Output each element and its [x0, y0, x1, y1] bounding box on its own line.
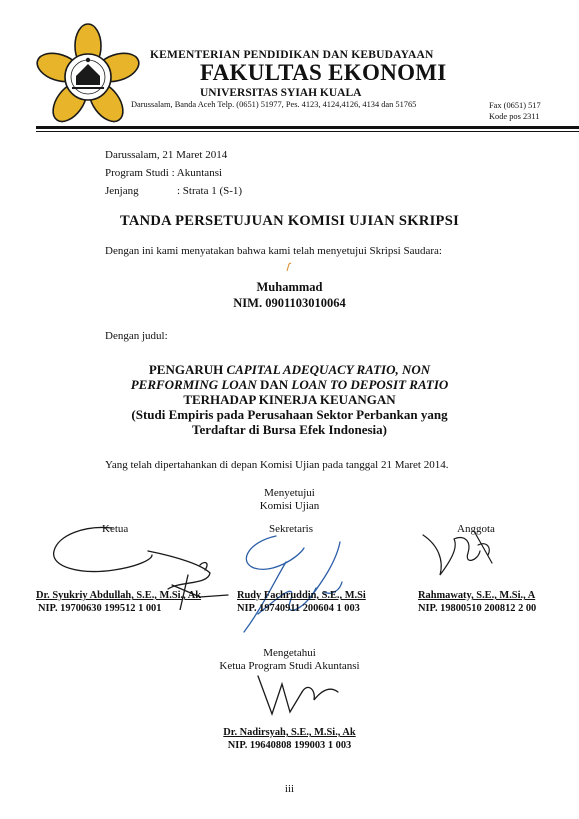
signature-kaprodi	[250, 672, 340, 720]
thesis-line2-italic-b: LOAN TO DEPOSIT RATIO	[291, 377, 449, 392]
signature-sekretaris	[228, 522, 358, 642]
role-ketua: Ketua	[102, 523, 129, 535]
program-study: Program Studi : Akuntansi	[105, 167, 223, 179]
thesis-title-line-5: Terdaftar di Bursa Efek Indonesia)	[191, 422, 388, 437]
nip-ketua: NIP. 19700630 199512 1 001	[38, 603, 162, 614]
thesis-title-line-1	[0, 362, 579, 377]
name-sekretaris: Rudy Fachruddin, S.E., M.Si	[237, 590, 366, 601]
defense-statement: Yang telah dipertahankan di depan Komisi Ujian pada tanggal 21 Maret 2014.	[105, 459, 449, 471]
letterhead-ministry: KEMENTERIAN PENDIDIKAN DAN KEBUDAYAAN	[150, 49, 434, 61]
document-title: TANDA PERSETUJUAN KOMISI UJIAN SKRIPSI	[119, 213, 460, 229]
page-number: iii	[284, 783, 295, 795]
role-sekretaris: Sekretaris	[269, 523, 313, 535]
approval-statement: Dengan ini kami menyatakan bahwa kami telah menyetujui Skripsi Saudara:	[105, 245, 442, 257]
acknowledged-line-1: Mengetahui	[263, 647, 316, 659]
thesis-line2-italic-a: PERFORMING LOAN	[130, 377, 257, 392]
approval-line-1: Menyetujui	[264, 487, 315, 499]
thesis-line1-prefix: PENGARUH	[148, 362, 227, 377]
nip-sekretaris: NIP. 19740911 200604 1 003	[237, 603, 360, 614]
role-anggota: Anggota	[457, 523, 495, 535]
thesis-title-line-4: (Studi Empiris pada Perusahaan Sektor Perbankan yang	[131, 407, 448, 422]
place-date: Darussalam, 21 Maret 2014	[105, 149, 228, 161]
approval-line-2: Komisi Ujian	[259, 500, 320, 512]
thesis-title-line-2	[0, 377, 579, 392]
letterhead-postal-code: Kode pos 2311	[489, 112, 540, 121]
university-logo	[36, 22, 140, 126]
acknowledged-line-2: Ketua Program Studi Akuntansi	[219, 660, 360, 672]
nip-kaprodi: NIP. 19640808 199003 1 003	[227, 740, 352, 751]
letterhead-faculty: FAKULTAS EKONOMI	[200, 60, 447, 85]
letterhead-rule-thin	[36, 131, 579, 132]
letterhead-address: Darussalam, Banda Aceh Telp. (0651) 51977, Pes. 4123, 4124,4126, 4134 dan 51765	[131, 100, 417, 109]
student-name: Muhammad	[256, 280, 323, 294]
ink-mark	[285, 261, 293, 273]
name-ketua: Dr. Syukriy Abdullah, S.E., M.Si., Ak	[36, 590, 202, 601]
letterhead-university: UNIVERSITAS SYIAH KUALA	[200, 87, 362, 99]
signature-anggota	[418, 525, 523, 585]
level-label: Jenjang	[105, 185, 139, 197]
thesis-line2-mid: DAN	[256, 377, 292, 392]
letterhead-fax-block	[489, 100, 541, 122]
name-anggota: Rahmawaty, S.E., M.Si., A	[418, 590, 536, 601]
letterhead-fax: Fax (0651) 517	[489, 101, 541, 110]
level-row	[105, 185, 242, 197]
level-value: : Strata 1 (S-1)	[177, 185, 243, 197]
thesis-line1-italic: CAPITAL ADEQUACY RATIO, NON	[226, 362, 431, 377]
thesis-title-line-3: TERHADAP KINERJA KEUANGAN	[183, 392, 396, 407]
nip-anggota: NIP. 19800510 200812 2 00	[418, 603, 537, 614]
thesis-title-label: Dengan judul:	[105, 330, 168, 342]
letterhead-rule-thick	[36, 126, 579, 129]
name-kaprodi: Dr. Nadirsyah, S.E., M.Si., Ak	[223, 727, 356, 738]
student-nim: NIM. 0901103010064	[233, 296, 346, 310]
kaprodi-nip-wrap	[0, 735, 579, 753]
